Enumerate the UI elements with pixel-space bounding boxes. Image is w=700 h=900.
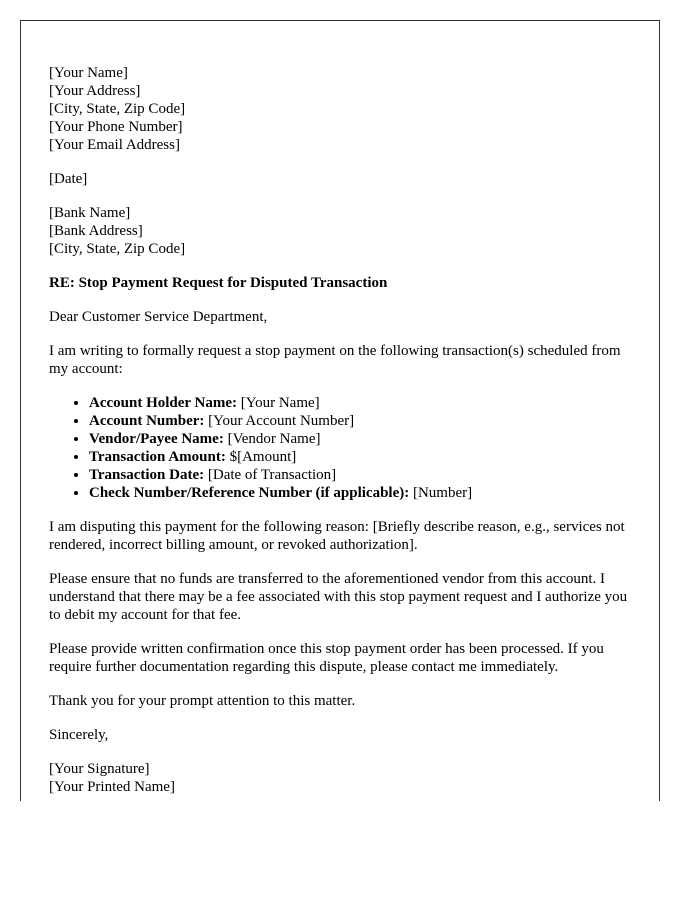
bank-address: [Bank Address]: [49, 223, 143, 239]
printed-name: [Your Printed Name]: [49, 779, 175, 795]
subject-line: RE: Stop Payment Request for Disputed Transaction: [49, 275, 388, 291]
sender-street: [Your Address]: [49, 83, 141, 99]
salutation: Dear Customer Service Department,: [49, 309, 268, 325]
detail-value: [Your Name]: [237, 395, 320, 411]
bank-name: [Bank Name]: [49, 205, 131, 221]
sender-email: [Your Email Address]: [49, 137, 180, 153]
sender-phone: [Your Phone Number]: [49, 119, 183, 135]
detail-label: Transaction Date:: [89, 467, 205, 483]
detail-value: [Your Account Number]: [204, 413, 355, 429]
confirmation-paragraph: Please provide written confirmation once this stop payment order has been processed. If you require further documentation regarding this dispute, please contact me immediately.: [49, 641, 604, 675]
list-item: [89, 448, 631, 466]
detail-value: [Date of Transaction]: [204, 467, 337, 483]
detail-value: [Vendor Name]: [223, 431, 321, 447]
reason-paragraph: I am disputing this payment for the following reason: [Briefly describe reason, e.g., services not rendered, incorrect billing amount, or revoked authorization].: [49, 519, 625, 553]
letter-date: [Date]: [49, 171, 88, 187]
transaction-details-list: [49, 394, 631, 502]
list-item: [89, 394, 631, 412]
list-item: [89, 412, 631, 430]
list-item: [89, 430, 631, 448]
detail-label: Account Number:: [89, 413, 205, 429]
list-item: [89, 466, 631, 484]
signature: [Your Signature]: [49, 761, 150, 777]
funds-paragraph: Please ensure that no funds are transferred to the aforementioned vendor from this account. I understand that there may be a fee associated with this stop payment request and I authorize you to debit my account for that fee.: [49, 571, 628, 623]
sender-city: [City, State, Zip Code]: [49, 101, 186, 117]
sender-name: [Your Name]: [49, 65, 128, 81]
thanks-paragraph: Thank you for your prompt attention to this matter.: [49, 693, 356, 709]
closing: Sincerely,: [49, 727, 109, 743]
detail-label: Account Holder Name:: [89, 395, 238, 411]
detail-value: $[Amount]: [225, 449, 297, 465]
detail-label: Vendor/Payee Name:: [89, 431, 224, 447]
detail-value: [Number]: [409, 485, 473, 501]
detail-label: Transaction Amount:: [89, 449, 226, 465]
detail-label: Check Number/Reference Number (if applicable):: [89, 485, 410, 501]
letter-page: [20, 20, 660, 801]
bank-city: [City, State, Zip Code]: [49, 241, 186, 257]
list-item: [89, 484, 631, 502]
signature-block: [49, 760, 631, 796]
intro-paragraph: I am writing to formally request a stop payment on the following transaction(s) scheduled from my account:: [49, 343, 621, 377]
